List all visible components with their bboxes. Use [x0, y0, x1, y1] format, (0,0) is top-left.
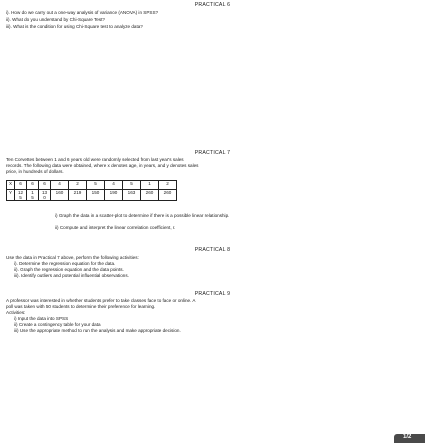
practical8-line-3: ii). Graph the regression equation and the data points.: [14, 267, 124, 272]
x-cell-8: 5: [123, 181, 141, 190]
table-row-y: [7, 190, 177, 201]
practical7-intro-line-3: price, in hundreds of dollars.: [6, 169, 64, 174]
practical6-item-1: i). How do we carry out a one-way analysis of variance (ANOVA) in SPSS?: [6, 10, 159, 15]
page-number-badge[interactable]: [394, 434, 425, 443]
y-cell-9: 260: [141, 190, 159, 201]
x-cell-4: 4: [51, 181, 69, 190]
practical7-intro-line-2: records. The following data were obtained, where x denotes age, in years, and y denotes sales: [6, 163, 199, 168]
table-row-x: [7, 181, 177, 190]
y-cell-6: 150: [87, 190, 105, 201]
practical8-heading: PRACTICAL 8: [194, 247, 231, 253]
y-cell-2: [27, 190, 39, 201]
y-cell-2-part-1: 1: [31, 190, 34, 195]
x-cell-7: 4: [105, 181, 123, 190]
practical9-activity-3: iii) Use the appropriate method to run the analysis and make appropriate decision.: [14, 328, 181, 333]
practical9-activity-1: i) Input the data into SPSS: [14, 316, 69, 321]
x-cell-1: 6: [15, 181, 27, 190]
x-cell-6: 5: [87, 181, 105, 190]
y-cell-3-part-2: 0: [43, 195, 46, 200]
practical7-task-1: i) Graph the data in a scatter-plot to determine if there is a possible linear relationship.: [55, 213, 230, 218]
y-cell-1-part-2: 5: [19, 195, 22, 200]
y-cell-1: [15, 190, 27, 201]
y-cell-5: 219: [69, 190, 87, 201]
practical6-heading: PRACTICAL 6: [194, 2, 231, 8]
practical8-line-4: iii). Identify outliers and potential influential observations.: [14, 273, 129, 278]
y-cell-3-part-1: 13: [41, 190, 48, 195]
y-cell-1-part-1: 12: [17, 190, 24, 195]
practical7-task-2: ii) Compute and interpret the linear correlation coefficient, r.: [55, 225, 176, 230]
y-cell-10: 260: [159, 190, 177, 201]
practical6-item-2: ii). What do you understand by Chi-Square Test?: [6, 17, 105, 22]
x-cell-5: 2: [69, 181, 87, 190]
y-cell-7: 190: [105, 190, 123, 201]
practical9-heading: PRACTICAL 9: [194, 291, 231, 297]
y-row-label: Y: [7, 190, 15, 201]
y-cell-8: 163: [123, 190, 141, 201]
practical9-line-2: poll was taken with 50 students to determine their preference for learning.: [6, 304, 156, 309]
x-cell-9: 1: [141, 181, 159, 190]
x-row-label: X: [7, 181, 15, 190]
page-number-text: 1/2: [403, 434, 412, 440]
practical7-heading: PRACTICAL 7: [194, 150, 231, 156]
x-cell-3: 6: [39, 181, 51, 190]
practical6-item-3: iii). What is the condition for using Chi-Square test to analyze data?: [6, 24, 143, 29]
y-cell-2-part-2: 5: [31, 195, 34, 200]
practical9-line-1: A professor was interested in whether students prefer to take classes face to face or online. A: [6, 298, 196, 303]
practical9-activity-2: ii) Create a contingency table for your data: [14, 322, 101, 327]
y-cell-3: [39, 190, 51, 201]
practical7-intro-line-1: Ten Corvettes between 1 and 6 years old were randomly selected from last year's sales: [6, 157, 184, 162]
corvette-data-table: [6, 180, 177, 201]
y-cell-4: 160: [51, 190, 69, 201]
practical8-line-2: i). Determine the regression equation for the data.: [14, 261, 116, 266]
x-cell-10: 2: [159, 181, 177, 190]
practical9-activities-label: Activities:: [6, 310, 26, 315]
x-cell-2: 6: [27, 181, 39, 190]
practical8-line-1: Use the data in Practical 7 above, perform the following activities:: [6, 255, 139, 260]
